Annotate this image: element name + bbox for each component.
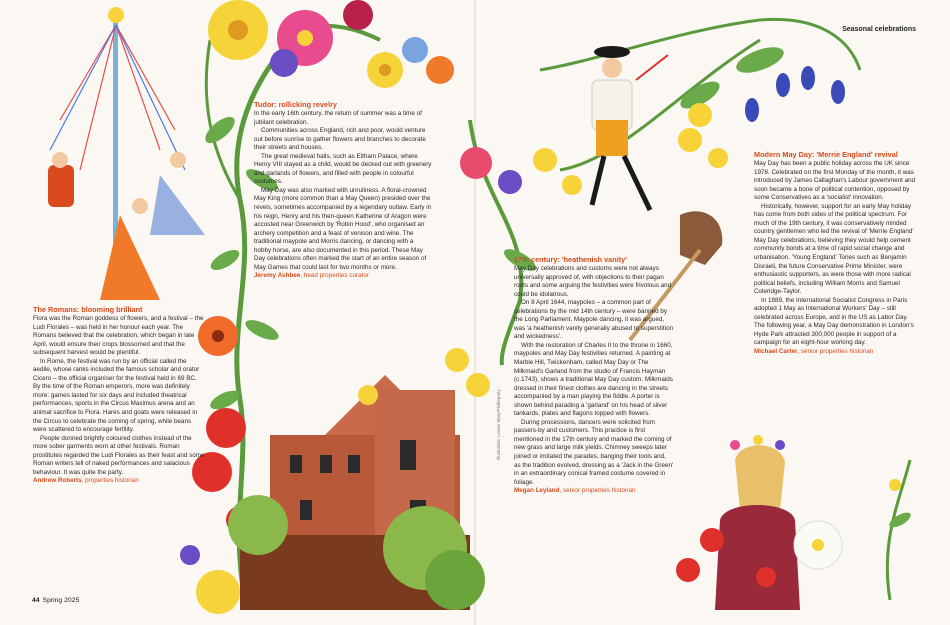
issue-label: Spring 2025: [42, 597, 80, 604]
paragraph: May Day has been a public holiday across the UK since 1978. Celebrated on the first Monday of the month, it was introduced by James Callaghan's Labour government and soon became a bone of political contention, opposed by some Conservatives as a 'socialist' innovation.: [754, 160, 916, 202]
paragraph: On 8 April 1644, maypoles – a common part of celebrations by the mid 14th century – were banned by the Long Parliament. Maypole dancing, it was argued, was 'a heathenish vanity generally abused to superstition and wickedness'.: [514, 299, 674, 341]
author: Andrew Roberts: [33, 477, 82, 485]
paragraph: People donned brightly coloured clothes instead of the more sober garments worn at other festivals. Roman prostitutes regarded the Ludi Florales as their feast and some Roman writers tell of naked performances and salacious behaviour. It was quite the party.: [33, 434, 205, 476]
section-heading: The Romans: blooming brilliant: [33, 305, 143, 314]
paragraph: May Day celebrations and customs were not always universally approved of, with objections to their pagan roots and some arguing the festivities were frivolous and could be idolatrous.: [514, 265, 672, 298]
paragraph: With the restoration of Charles II to the throne in 1660, maypoles and May Day festivities returned. A painting at Marble Hill, Twickenham, called May Day or The Milkmaid's Garland from the studio of Francis Hayman (c.1743), shows a traditional May Day custom. Milkmaids dressed in their finest clothes are dancing in the streets accompanied by a man playing the fiddle. A porter is shown behind parading a 'garland' on his head of silver tankards, plates and flagons topped with flowers.: [514, 341, 673, 418]
yellow-daisy-icon: [208, 0, 268, 60]
bluebell-icon: [745, 66, 845, 122]
author: Jeremy Ashbee: [254, 272, 301, 280]
morris-dancer-illustration: [592, 46, 668, 210]
paragraph: During processions, dancers were solicited from passers-by and customers. This practice is first mentioned in the 17th century and marked the coming of new grass and large milk yields. Chimney sweeps later joined or imitated the parades, banging their tools and, as the tradition evolved, dressing as a 'Jack in the Green' in an extraordinary conical framed costume covered in foliage.: [514, 418, 674, 486]
red-flower-icon: [460, 147, 492, 179]
dancer-icon: [150, 175, 205, 235]
byline: [514, 487, 674, 496]
section-heading: Modern May Day: 'Merrie England' revival: [754, 150, 898, 159]
paragraph: In Rome, the festival was run by an official called the aedile, whose ranks included the famous scholar and orator Cicero – the official organiser for the festival held in 69 BC. By the time of the Roman emperors, more was definitely more: games lasted for six days and included theatrical performances, sports in the Circus Maximus arena and an animal sacrifice to Flora. Hares and goats were released in the Circus to celebrate the coming of spring, while beans were scattered to encourage fertility.: [33, 357, 200, 434]
red-flower-icon: [343, 0, 373, 30]
paragraph: May Day was also marked with unruliness. A floral-crowned May King (more common than a May Queen) presided over the revels, sometimes accompanied by a legendary outlaw. Early in his reign, Henry and his then-queen Katherine of Aragon were accosted near Greenwich by 'Robin Hood', who organised an archery competition and a feast of venison and wine. The traditional maypole and Morris dancing, or dancing with a hobby horse, are also documented in this period. These May Day celebrations often marked the start of an entire season of May Games that could last for two months or more.: [254, 186, 432, 271]
section-heading: 17th century: 'heathenish vanity': [514, 255, 627, 264]
author: Michael Carter: [754, 348, 798, 356]
tudor-section: [254, 100, 432, 281]
author-role: , senior properties historian: [797, 348, 874, 356]
dancer-icon: [48, 165, 74, 207]
author: Megan Leyland: [514, 487, 560, 495]
romans-section: [33, 305, 205, 486]
dancer-icon: [100, 215, 160, 300]
maiden-illustration: [715, 435, 800, 610]
paragraph: In 1889, the International Socialist Congress in Paris adopted 1 May as International Workers' Day – still celebrated across Europe, and in the US as Labor Day. The following year, a May Day demonstration in London's Hyde Park attracted 300,000 people in support of a campaign for an eight-hour working day.: [754, 296, 914, 347]
author-role: , senior properties historian: [559, 487, 636, 495]
folio: [32, 597, 79, 604]
paragraph: Historically, however, support for an early May holiday has come from both sides of the political spectrum. For much of the 19th century, it was conservatively minded country gentlemen who led the revival of 'Merrie England' May Day celebrations, believing they would help cement community bonds at a time of rapid social change and urbanisation. 'Young England' Tories such as Benjamin Disraeli, the future Conservative Prime Minister, were enthusiastic supporters, as were those with more radical political beliefs, including William Morris and Samuel Coleridge-Taylor.: [754, 202, 914, 296]
byline: [33, 477, 205, 486]
byline: [254, 272, 432, 281]
section-header: Seasonal celebrations: [842, 26, 916, 33]
modern-section: [754, 150, 919, 357]
seventeenth-century-section: [514, 255, 674, 496]
paragraph: Communities across England, rich and poor, would venture out before sunrise to gather flowers and branches to decorate their streets and houses.: [254, 127, 426, 152]
page-number: 44: [32, 597, 40, 604]
illustration-credit: Illustration: Louise Mary/Pickleparty: [496, 389, 501, 460]
section-heading: Tudor: rollicking revelry: [254, 100, 337, 109]
paragraph: The great medieval halls, such as Eltham Palace, where Henry VIII stayed as a child, would be decked out with greenery and garlands of flowers, and filled with people in colourful costumes.: [254, 152, 432, 186]
paragraph: In the early 16th century, the return of summer was a time of jubilant celebration.: [254, 110, 422, 126]
paragraph: Flora was the Roman goddess of flowers, and a festival – the Ludi Florales – was held in her honour each year. The Romans believed that the celebration, which began in late April, would ensure their crops blossomed and that the subsequent harvest would be plentiful.: [33, 315, 204, 357]
purple-flower-icon: [270, 49, 298, 77]
house-illustration: [228, 375, 485, 610]
poppy-icon: [206, 408, 246, 448]
author-role: , properties historian: [81, 477, 139, 485]
byline: [754, 348, 919, 357]
author-role: , head properties curator: [300, 272, 369, 280]
